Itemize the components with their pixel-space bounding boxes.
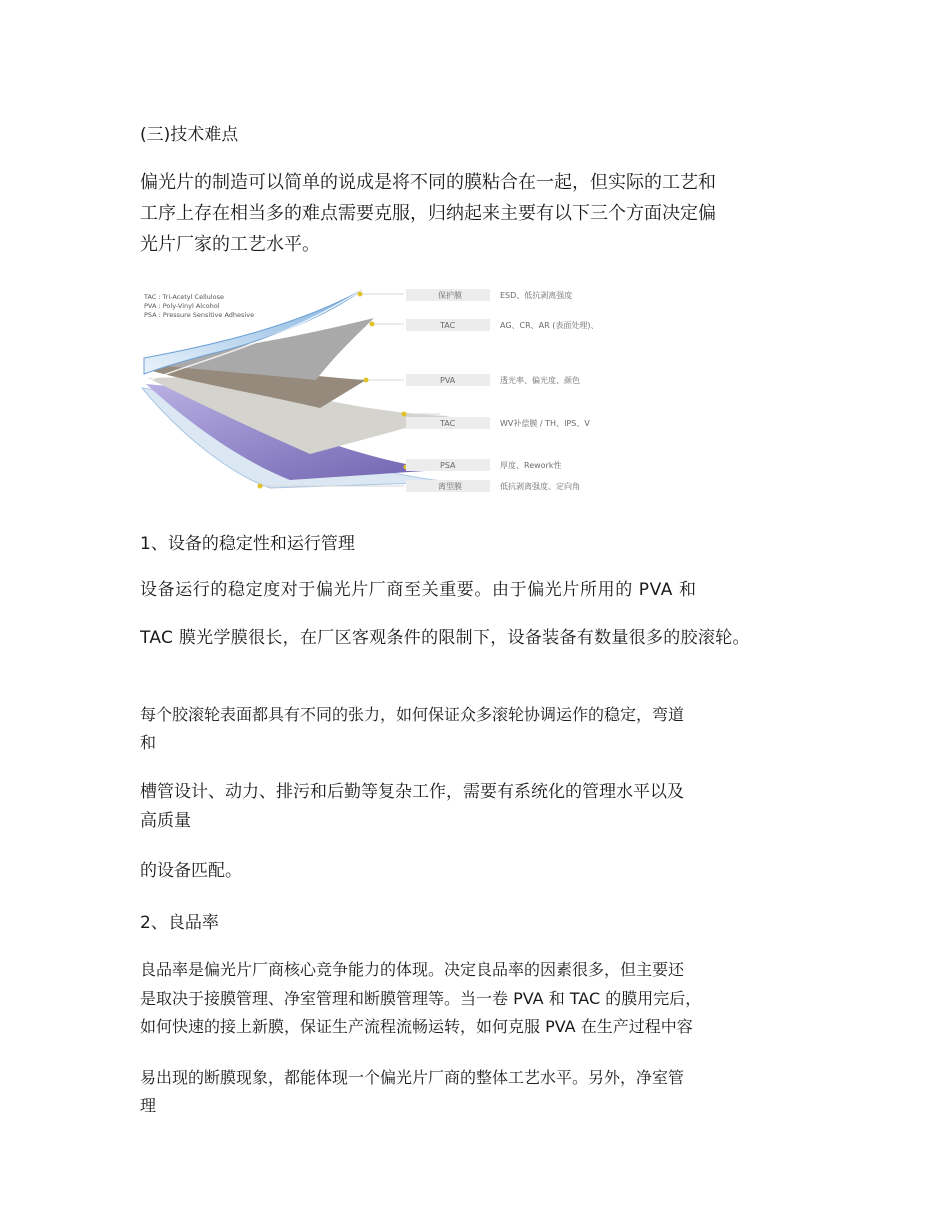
marker-dot [258, 484, 263, 489]
layer-desc: 透光率、偏光度、颜色 [500, 376, 580, 385]
body-line: TAC 膜光学膜很长，在厂区客观条件的限制下，设备装备有数量很多的胶滚轮。 [140, 628, 750, 648]
layer-name: TAC [440, 321, 456, 330]
layer-desc: AG、CR、AR (表面处理)、 [500, 321, 599, 330]
body-line: 高质量 [140, 811, 191, 831]
layer-name: PVA [440, 376, 456, 385]
marker-dot [402, 412, 407, 417]
section-1-title: 1、设备的稳定性和运行管理 [140, 534, 355, 554]
section-2-title: 2、良品率 [140, 913, 219, 933]
layer-name: TAC [440, 419, 456, 428]
intro-line: 光片厂家的工艺水平。 [140, 234, 320, 255]
layer-desc: 厚度、Rework性 [500, 461, 562, 470]
body-line: 设备运行的稳定度对于偏光片厂商至关重要。由于偏光片所用的 PVA 和 [140, 580, 697, 600]
body-line: 良品率是偏光片厂商核心竞争能力的体现。决定良品率的因素很多，但主要还 [140, 960, 685, 979]
marker-dot [364, 378, 369, 383]
legend-psa: PSA : Pressure Sensitive Adhesive [144, 311, 255, 319]
layer-name: 保护膜 [438, 291, 462, 300]
body-line: 理 [140, 1096, 157, 1115]
layer-name: 离型膜 [438, 482, 462, 491]
body-line: 易出现的断膜现象，都能体现一个偏光片厂商的整体工艺水平。另外，净室管 [140, 1068, 685, 1087]
body-line: 每个胶滚轮表面都具有不同的张力，如何保证众多滚轮协调运作的稳定，弯道 [140, 705, 685, 724]
marker-dot [370, 322, 375, 327]
layer-desc: WV补偿膜 / TH、IPS、V [500, 419, 590, 428]
layer-desc: ESD、低抗剥离强度 [500, 291, 573, 300]
body-line: 是取决于接膜管理、净室管理和断膜管理等。当一卷 PVA 和 TAC 的膜用完后， [140, 989, 702, 1008]
legend-pva: PVA : Poly-Vinyl Alcohol [144, 302, 220, 310]
layer-name: PSA [440, 461, 456, 470]
marker-dot [358, 292, 363, 297]
section-title: (三)技术难点 [140, 125, 239, 145]
polarizer-layer-diagram [140, 284, 610, 498]
intro-line: 工序上存在相当多的难点需要克服，归纳起来主要有以下三个方面决定偏 [140, 203, 716, 224]
layer-desc: 低抗剥离强度、定向角 [500, 482, 580, 491]
body-line: 的设备匹配。 [140, 861, 242, 881]
intro-line: 偏光片的制造可以简单的说成是将不同的膜粘合在一起，但实际的工艺和 [140, 172, 716, 193]
body-line: 如何快速的接上新膜，保证生产流程流畅运转，如何克服 PVA 在生产过程中容 [140, 1017, 693, 1036]
body-line: 槽管设计、动力、排污和后勤等复杂工作，需要有系统化的管理水平以及 [140, 782, 684, 802]
body-line: 和 [140, 733, 157, 752]
legend-tac: TAC : Tri-Acetyl Cellulose [144, 293, 224, 301]
